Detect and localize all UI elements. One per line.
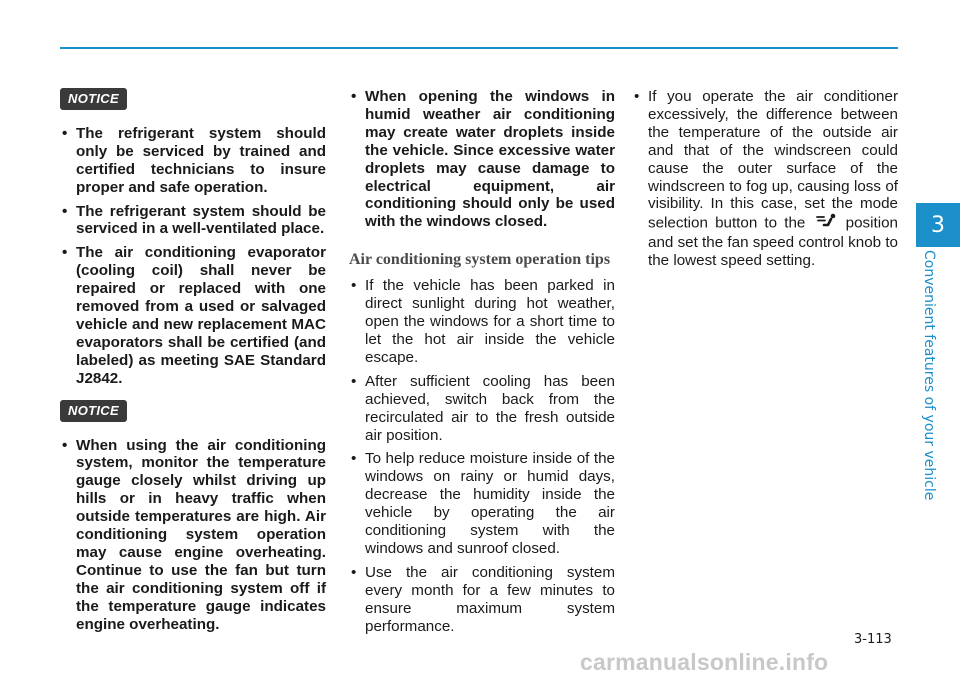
face-vent-mode-icon: [816, 213, 838, 234]
chapter-number: 3: [931, 212, 945, 238]
header-rule: [60, 47, 898, 49]
column-3: [632, 88, 898, 276]
notice-list-3: [349, 88, 615, 231]
list-item: • Use the air conditioning system every month for a few minutes to ensure maximum system performance.: [349, 564, 615, 636]
column-1: [60, 88, 326, 639]
section-heading: Air conditioning system operation tips: [349, 251, 611, 269]
notice-badge: NOTICE: [60, 400, 127, 422]
page-number: 3-113: [854, 632, 892, 647]
fog-text-after: position and set the fan speed control knob to the lowest speed setting.: [648, 214, 898, 270]
list-item: • When using the air conditioning system, monitor the temperature gauge closely whilst driving up hills or in heavy traffic when outside temperatures are high. Air conditioning system operation may cause engine overheating. Continue to use the fan but turn the air conditioning system off if the temperature gauge indicates engine overheating.: [60, 437, 326, 634]
notice-list-1: [60, 125, 326, 388]
chapter-tab: [916, 203, 960, 247]
tips-list: [349, 277, 615, 635]
fog-list: [632, 88, 898, 270]
list-item: • After sufficient cooling has been achieved, switch back from the recirculated air to the fresh outside air position.: [349, 373, 615, 445]
notice-list-2: [60, 437, 326, 634]
fog-text-before: If you operate the air conditioner excessively, the difference between the temperature of the outside air and that of the windscreen could cause the outer surface of the windscreen to fog up, causing loss of visibility. In this case, set the mode selection button to the: [648, 88, 898, 232]
column-2: [349, 88, 615, 641]
notice-badge: NOTICE: [60, 88, 127, 110]
list-item: • The refrigerant system should be serviced in a well-ventilated place.: [60, 203, 326, 239]
list-item: • To help reduce moisture inside of the windows on rainy or humid days, decrease the humidity inside the vehicle by operating the air conditioning system with the windows and sunroof closed.: [349, 450, 615, 557]
watermark: carmanualsonline.info: [580, 649, 829, 675]
chapter-title: Convenient features of your vehicle: [921, 250, 937, 501]
list-item: • The air conditioning evaporator (cooling coil) shall never be repaired or replaced with one removed from a used or salvaged vehicle and new replacement MAC evaporators shall be certified (and labeled) as meeting SAE Standard J2842.: [60, 244, 326, 387]
list-item: • If the vehicle has been parked in direct sunlight during hot weather, open the windows for a short time to let the hot air inside the vehicle escape.: [349, 277, 615, 367]
list-item: • When opening the windows in humid weather air conditioning may create water droplets inside the vehicle. Since excessive water droplets may cause damage to electrical equipment, air conditioning should only be used with the windows closed.: [349, 88, 615, 231]
list-item: [632, 88, 898, 270]
list-item: • The refrigerant system should only be serviced by trained and certified technicians to insure proper and safe operation.: [60, 125, 326, 197]
